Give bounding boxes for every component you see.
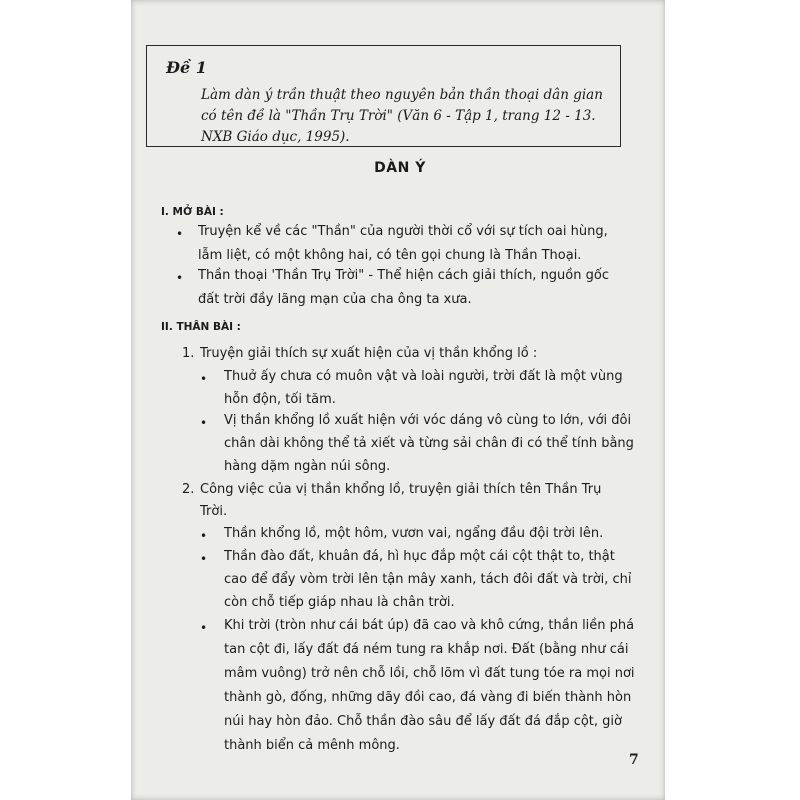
item-text: Truyện giải thích sự xuất hiện của vị thần khổng lồ : [200, 346, 538, 361]
bullet-text: thành biển cả mênh mông. [224, 738, 400, 753]
bullet-text: Thần khổng lồ, một hôm, vươn vai, ngẩng đầu đội trời lên. [224, 526, 604, 541]
bullet-text: thành gò, đống, những dãy đồi cao, đá vàng đi biến thành hòn [224, 690, 632, 705]
bullet-icon: • [176, 227, 184, 241]
bullet-text: Thuở ấy chưa có muôn vật và loài người, trời đất là một vùng [224, 369, 623, 384]
bullet-text: Truyện kể về các "Thần" của người thời cổ với sự tích oai hùng, [198, 224, 608, 239]
bullet-icon: • [176, 271, 184, 285]
bullet-text: chân dài không thể tả xiết và từng sải chân đi có thể tính bằng [224, 436, 634, 451]
bullet-text: hỗn độn, tối tăm. [224, 392, 336, 407]
bullet-icon: • [200, 372, 208, 386]
bullet-text: đất trời đầy lãng mạn của cha ông ta xưa. [198, 292, 472, 307]
bullet-text: Thần thoại 'Thần Trụ Trời" - Thể hiện cách giải thích, nguồn gốc [198, 268, 609, 283]
bullet-text: mâm vuông) trở nên chỗ lồi, chỗ lõm vì đất tung tóe ra mọi nơi [224, 666, 635, 681]
bullet-icon: • [200, 529, 208, 543]
item-text: Công việc của vị thần khổng lồ, truyện giải thích tên Thần Trụ [200, 482, 602, 497]
bullet-text: cao để đẩy vòm trời lên tận mây xanh, tách đôi đất và trời, chỉ [224, 572, 632, 587]
prompt-line: Làm dàn ý trần thuật theo nguyên bản thần thoại dân gian [201, 87, 603, 103]
bullet-icon: • [200, 552, 208, 566]
outline-title: DÀN Ý [374, 160, 426, 176]
bullet-text: còn chỗ tiếp giáp nhau là chân trời. [224, 595, 455, 610]
bullet-text: tan cột đi, lấy đất đá ném tung ra khắp nơi. Đất (bằng như cái [224, 642, 629, 657]
bullet-text: Thần đào đất, khuân đá, hì hục đắp một cái cột thật to, thật [224, 549, 615, 564]
bullet-icon: • [200, 416, 208, 430]
bullet-text: núi hay hòn đảo. Chỗ thần đào sâu để lấy đất đá đắp cột, giờ [224, 714, 622, 729]
item-number: 2. [182, 482, 195, 497]
exercise-title: Đề 1 [166, 58, 207, 77]
bullet-icon: • [200, 621, 208, 635]
exercise-prompt [201, 85, 606, 148]
prompt-line: NXB Giáo dục, 1995). [201, 129, 350, 145]
item-number: 1. [182, 346, 195, 361]
bullet-text: Vị thần khổng lồ xuất hiện với vóc dáng vô cùng to lớn, với đôi [224, 413, 632, 428]
bullet-text: Khi trời (tròn như cái bát úp) đã cao và khô cứng, thần liền phá [224, 618, 635, 633]
item-text: Trời. [200, 504, 228, 519]
page-number: 7 [629, 752, 639, 768]
prompt-line: có tên đề là "Thần Trụ Trời" (Văn 6 - Tập 1, trang 12 - 13. [201, 108, 596, 124]
bullet-text: lẫm liệt, có một không hai, có tên gọi chung là Thần Thoại. [198, 248, 582, 263]
section-heading-mo-bai: I. MỞ BÀI : [161, 206, 224, 218]
section-heading-than-bai: II. THÂN BÀI : [161, 321, 241, 333]
bullet-text: hàng dặm ngàn núi sông. [224, 459, 391, 474]
